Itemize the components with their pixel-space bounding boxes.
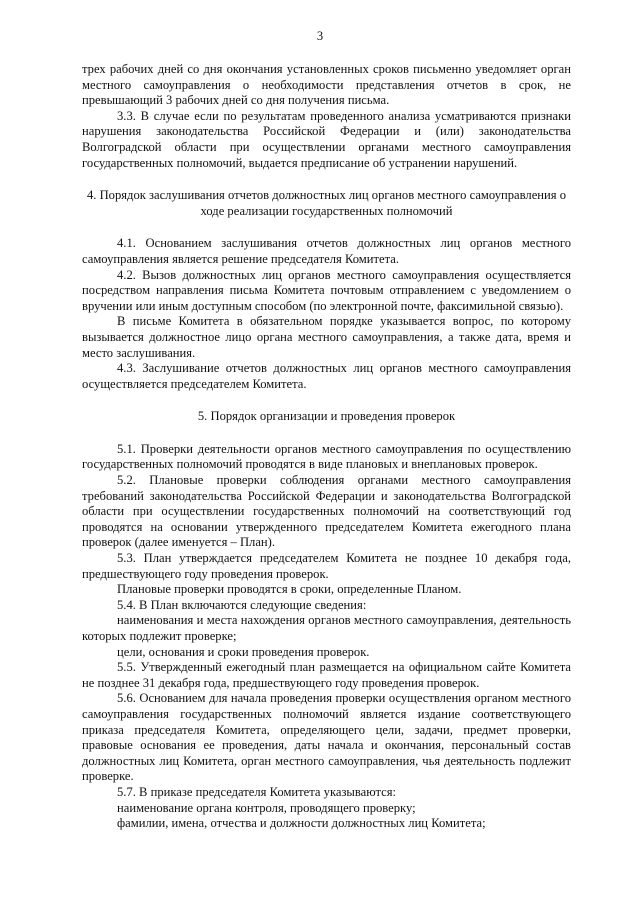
paragraph: В письме Комитета в обязательном порядке указывается вопрос, по которому вызывается должностное лицо органа местного самоуправления, а также дата, время и место заслушивания. (82, 314, 571, 360)
paragraph: 5.5. Утвержденный ежегодный план размещается на официальном сайте Комитета не позднее 31 декабря года, предшествующего году проведения проверок. (82, 660, 571, 690)
paragraph: 5.1. Проверки деятельности органов местного самоуправления по осуществлению государственных полномочий проводятся в виде плановых и внеплановых проверок. (82, 441, 571, 472)
section-spacer (82, 171, 571, 188)
paragraph: 5.3. План утверждается председателем Комитета не позднее 10 декабря года, предшествующего году проведения проверок. (82, 551, 571, 581)
paragraph: трех рабочих дней со дня окончания установленных сроков письменно уведомляет орган местного самоуправления о необходимости представления отчетов в срок, не превышающий 3 рабочих дней со дня получения письма. (82, 62, 571, 108)
paragraph: цели, основания и сроки проведения проверок. (117, 644, 370, 659)
paragraph: 5.6. Основанием для начала проведения проверки осуществления органом местного самоуправления государственных полномочий является издание соответствующего приказа председателя Комитета, определяющего цели, задачи, предмет проверки, правовые основания ее проведения, даты начала и окончания, персональный состав должностных лиц Комитета, орган местного самоуправления, чья деятельность подлежит проверке. (82, 691, 571, 784)
paragraph: фамилии, имена, отчества и должности должностных лиц Комитета; (117, 816, 486, 831)
paragraph: 5.4. В План включаются следующие сведения: (117, 597, 367, 612)
paragraph: 4.3. Заслушивание отчетов должностных лиц органов местного самоуправления осуществляется председателем Комитета. (82, 361, 571, 391)
paragraph: 5.7. В приказе председателя Комитета указываются: (117, 784, 397, 799)
section-spacer (82, 425, 571, 442)
section-heading: 5. Порядок организации и проведения проверок (197, 409, 456, 424)
section-spacer (82, 219, 571, 236)
paragraph: 3.3. В случае если по результатам проведенного анализа усматриваются признаки нарушения законодательства Российской Федерации и (или) законодательства Волгоградской области при осуществлении органами местного самоуправления государственных полномочий, выдается предписание об устранении нарушений. (82, 108, 571, 170)
paragraph: наименование органа контроля, проводящего проверку; (117, 800, 416, 815)
document-body (82, 62, 571, 832)
paragraph: 5.2. Плановые проверки соблюдения органами местного самоуправления требований законодательства Российской Федерации и законодательства Волгоградской области при осуществлении государственных полномочий на соответствующий год проводятся на основании утвержденного председателем Комитета ежегодного плана проверок (далее именуется – План). (82, 473, 571, 550)
paragraph: Плановые проверки проводятся в сроки, определенные Планом. (117, 582, 462, 597)
paragraph: 4.2. Вызов должностных лиц органов местного самоуправления осуществляется посредством направления письма Комитета почтовым отправлением с уведомлением о вручении или иным доступным способом (по электронной почте, факсимильной связью). (82, 267, 571, 313)
section-spacer (82, 392, 571, 409)
paragraph: 4.1. Основанием заслушивания отчетов должностных лиц органов местного самоуправления является решение председателя Комитета. (82, 236, 571, 266)
page-number: 3 (316, 29, 324, 43)
paragraph: наименования и места нахождения органов местного самоуправления, деятельность которых подлежит проверке; (82, 613, 571, 643)
section-heading: 4. Порядок заслушивания отчетов должностных лиц органов местного самоуправления о ходе реализации государственных полномочий (86, 188, 567, 218)
